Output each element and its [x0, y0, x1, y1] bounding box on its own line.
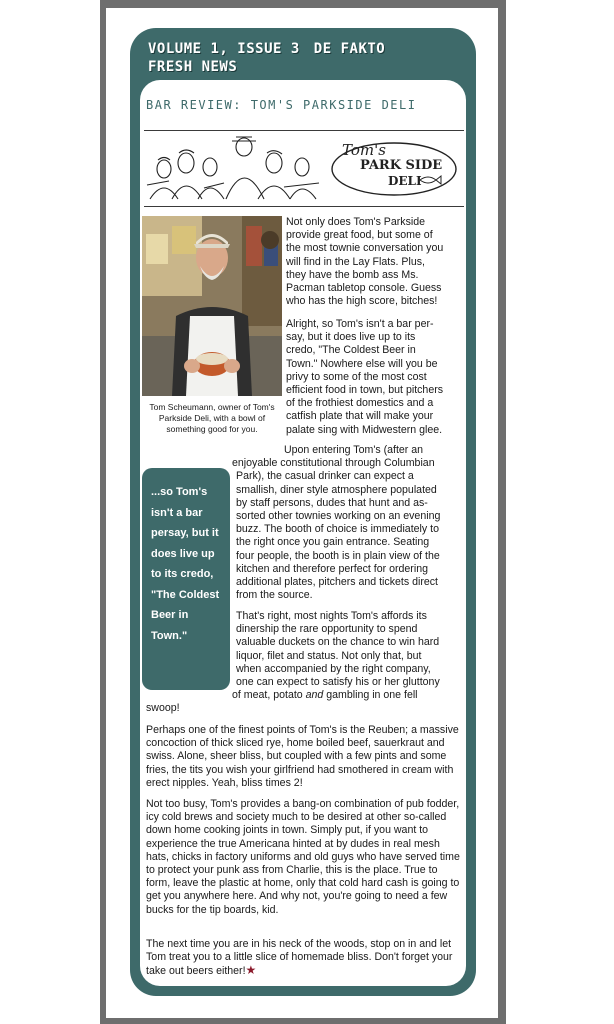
paragraph-6: Not too busy, Tom's provides a bang-on combination of pub fodder, icy cold brews and society much to be desired at other so-called down home cooking joints in town. Simply put, if you want to experience the true Americana hinted at by dudes in real mesh hats, chicks in factory uniforms and old guys who have served time to protect your punk ass from Charlie, this is the place. True to form, leave the plastic at home, only that cold hard cash is going to get you anywhere here. And why not, you're going to need a few bucks for the tip boards, kid. [146, 798, 460, 916]
masthead [148, 40, 458, 76]
paragraph-4-end: swoop! [146, 702, 180, 714]
deli-banner [144, 133, 464, 203]
crowd-sketch [147, 137, 319, 199]
logo-line2: DELI [388, 174, 422, 188]
paragraph-4: That's right, most nights Tom's affords its dinership the rare opportunity to spend valuable duckets on the chance to win hard liquor, filet and status. Not only that, but when accompanied by the right company, one can expect to satisfy his or her gluttony of meat, potato and gambling in one fell [232, 610, 440, 702]
photo-caption: Tom Scheumann, owner of Tom's Parkside Deli, with a bowl of something good for you. [149, 402, 275, 434]
paragraph-5: Perhaps one of the finest points of Tom's is the Reuben; a massive concoction of thick sliced rye, home boiled beef, sauerkraut and swiss. Alone, sheer bliss, but coupled with a few pints and some fries, the tits you wish your girlfriend had smothered in cream with erect nipples. Yeah, bliss times 2! [146, 724, 459, 789]
pull-quote: ...so Tom's isn't a bar persay, but it does live up to its credo, "The Coldest Beer in Town." [142, 468, 230, 690]
paragraph-2: Alright, so Tom's isn't a bar per- say, but it does live up to its credo, "The Coldest Beer in Town." Nowhere else will you be privy to some of the most cost efficient food in town, but pitchers of the frothiest domestics and a catfish plate that will make your palate sing with Midwestern glee. [286, 318, 444, 436]
publication-name: DE FAKTO [313, 41, 386, 57]
star-icon: ★ [245, 963, 257, 978]
issue-label: VOLUME 1, ISSUE 3 [148, 41, 300, 57]
logo-line1: PARK SIDE [360, 158, 443, 173]
paragraph-7: The next time you are in his neck of the woods, stop on in and let Tom treat you to a little slice of homemade bliss. Don't forget your take out beers either!★ [146, 938, 453, 978]
paragraph-1: Not only does Tom's Parkside provide great food, but some of the most townie conversation you will find in the Lay Flats. Plus, they have the bomb ass Ms. Pacman tabletop console. Guess who has the high score, bitches! [286, 216, 444, 308]
deli-logo [332, 141, 456, 195]
owner-photo [142, 216, 282, 396]
publication-subtitle: FRESH NEWS [148, 59, 238, 75]
article-title: BAR REVIEW: TOM'S PARKSIDE DELI [146, 98, 417, 112]
top-rule [144, 130, 464, 131]
paragraph-3: Upon entering Tom's (after an enjoyable constitutional through Columbian Park), the casual drinker can expect a smallish, diner style atmosphere populated by staff persons, dudes that hunt and as- sorted other townies working on an evening buzz. The booth of choice is immediately to the right once you gain entrance. Seating four people, the booth is in plain view of the kitchen and therefore perfect for ordering additional plates, pitchers and tickets direct from the source. [232, 444, 441, 602]
logo-script: Tom's [342, 141, 386, 159]
banner-rule [144, 206, 464, 207]
